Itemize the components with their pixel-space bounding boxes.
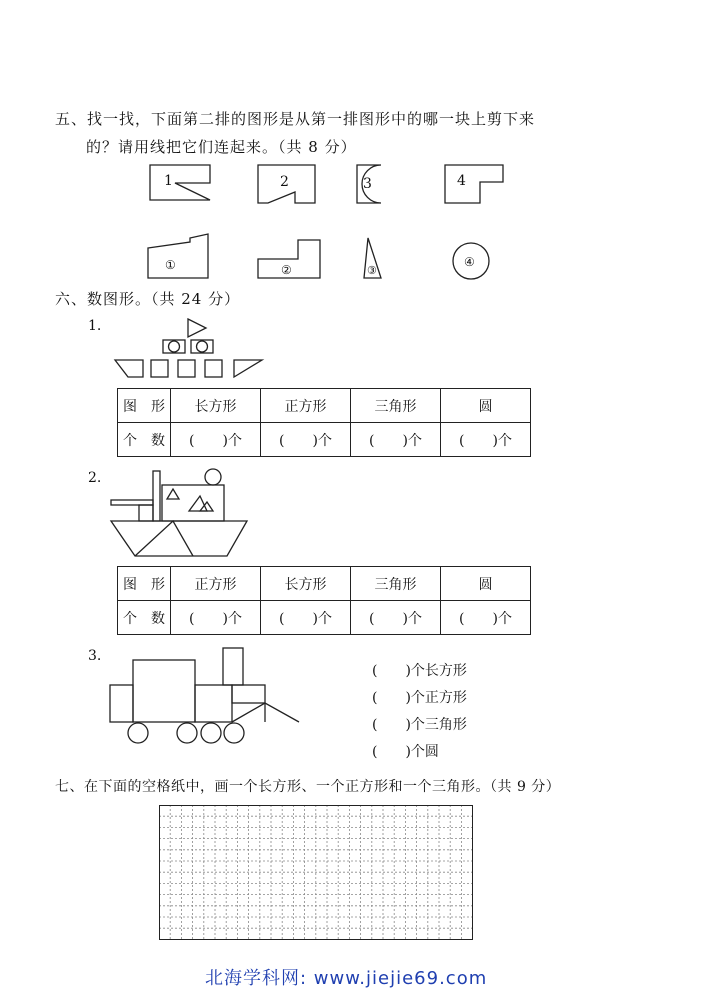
- ship-figure: [105, 466, 255, 561]
- q2-row2-label: 个 数: [118, 601, 171, 635]
- q1-answer-blank[interactable]: ( )个: [351, 423, 441, 457]
- q1-col-1: 长方形: [171, 389, 261, 423]
- shape-4-label: 4: [457, 173, 466, 189]
- q2-table: [117, 566, 531, 635]
- piece-3-label: ③: [367, 264, 377, 277]
- q1-answer-blank[interactable]: ( )个: [261, 423, 351, 457]
- piece-4-label: ④: [464, 255, 475, 269]
- shape-1: [150, 165, 210, 200]
- section7-title: 七、在下面的空格纸中，画一个长方形、一个正方形和一个三角形。（共 9 分）: [55, 779, 561, 795]
- q1-table: [117, 388, 531, 457]
- q1-answer-blank[interactable]: ( )个: [441, 423, 531, 457]
- q3-answer-squares[interactable]: ( )个正方形: [372, 690, 467, 706]
- drawing-grid[interactable]: [159, 805, 479, 945]
- shape-1-label: 1: [164, 173, 173, 189]
- section6-title: 六、数图形。（共 24 分）: [55, 290, 241, 308]
- section5-line1: 五、找一找，下面第二排的图形是从第一排图形中的哪一块上剪下来: [55, 110, 536, 128]
- q2-answer-blank[interactable]: ( )个: [261, 601, 351, 635]
- q2-answer-blank[interactable]: ( )个: [441, 601, 531, 635]
- q2-col-4: 圆: [441, 567, 531, 601]
- q1-col-4: 圆: [441, 389, 531, 423]
- q1-row2-label: 个 数: [118, 423, 171, 457]
- piece-2-label: ②: [281, 263, 292, 277]
- piece-1: [148, 234, 208, 278]
- q1-number: 1.: [88, 318, 102, 334]
- shape-4: [445, 165, 503, 203]
- boat-figure: [100, 315, 280, 383]
- q3-answer-circles[interactable]: ( )个圆: [372, 744, 439, 760]
- q2-number: 2.: [88, 470, 102, 486]
- shape-3-label: 3: [363, 176, 372, 192]
- footer-watermark: 北海学科网: www.jiejie69.com: [205, 968, 488, 989]
- q3-answer-rectangles[interactable]: ( )个长方形: [372, 663, 467, 679]
- q1-col-3: 三角形: [351, 389, 441, 423]
- q3-number: 3.: [88, 648, 102, 664]
- section5-shapes: [0, 160, 707, 285]
- q3-answer-triangles[interactable]: ( )个三角形: [372, 717, 467, 733]
- section5-line2: 的？请用线把它们连起来。（共 8 分）: [86, 138, 357, 156]
- train-figure: [105, 645, 305, 745]
- q2-col-3: 三角形: [351, 567, 441, 601]
- q1-row1-label: 图 形: [118, 389, 171, 423]
- q2-row1-label: 图 形: [118, 567, 171, 601]
- q1-col-2: 正方形: [261, 389, 351, 423]
- q2-answer-blank[interactable]: ( )个: [171, 601, 261, 635]
- q2-col-1: 正方形: [171, 567, 261, 601]
- q2-col-2: 长方形: [261, 567, 351, 601]
- shape-2-label: 2: [280, 174, 289, 190]
- piece-1-label: ①: [165, 258, 176, 272]
- q2-answer-blank[interactable]: ( )个: [351, 601, 441, 635]
- q1-answer-blank[interactable]: ( )个: [171, 423, 261, 457]
